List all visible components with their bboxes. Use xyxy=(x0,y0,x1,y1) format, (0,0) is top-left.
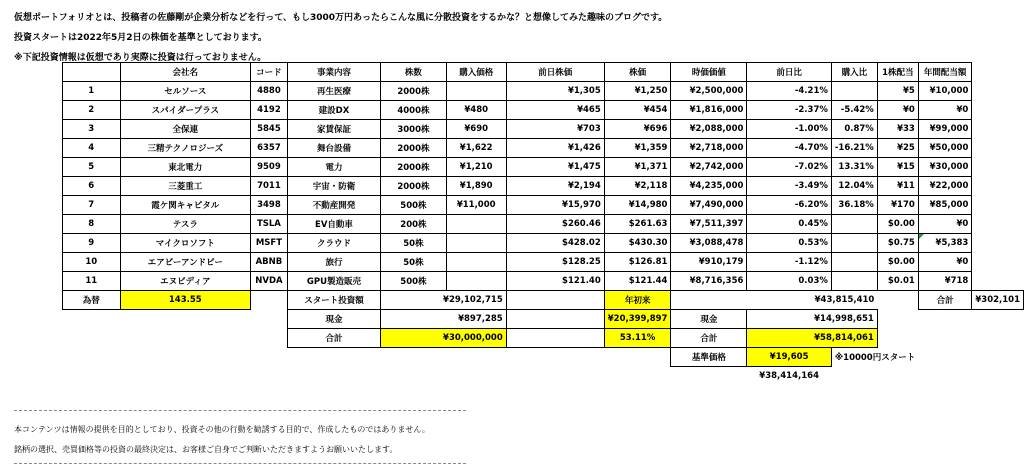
table-cell: 全保連 xyxy=(120,120,251,139)
column-header: 前日比 xyxy=(747,63,831,82)
table-cell: 三精テクノロジーズ xyxy=(120,139,251,158)
table-cell: 建設DX xyxy=(287,101,380,120)
table-cell: ¥1,426 xyxy=(506,139,604,158)
table-cell: $0.75 xyxy=(877,234,918,253)
blank-cell xyxy=(831,367,918,386)
table-cell: $121.40 xyxy=(506,272,604,291)
blank-cell xyxy=(972,329,1024,348)
table-cell: 0.53% xyxy=(747,234,831,253)
table-cell: エヌビディア xyxy=(120,272,251,291)
total-current-label: 合計 xyxy=(671,329,747,348)
table-cell: -3.49% xyxy=(747,177,831,196)
blank-cell xyxy=(604,348,671,367)
base-price-label: 基準価格 xyxy=(671,348,747,367)
table-cell: $0.00 xyxy=(877,215,918,234)
base-price-note: ※10000円スタート xyxy=(834,353,916,364)
table-cell xyxy=(446,272,506,291)
table-cell: MSFT xyxy=(251,234,288,253)
table-cell: 9 xyxy=(63,234,121,253)
table-cell: ¥50,000 xyxy=(918,139,972,158)
blank-cell xyxy=(506,329,604,348)
table-cell: ¥33 xyxy=(877,120,918,139)
ytd-value: ¥20,399,897 xyxy=(604,310,671,329)
table-cell: ¥3,088,478 xyxy=(671,234,747,253)
blank-cell xyxy=(604,367,671,386)
column-header: 前日株価 xyxy=(506,63,604,82)
blank-cell xyxy=(120,329,251,348)
table-cell: 4192 xyxy=(251,101,288,120)
disclaimer-line-1: 本コンテンツは情報の提供を目的としており、投資その他の行動を勧誘する目的で、作成したものではありません。 xyxy=(14,425,430,434)
table-cell: -7.02% xyxy=(747,158,831,177)
cash-label: 現金 xyxy=(287,310,380,329)
table-cell: 50株 xyxy=(381,234,446,253)
blank-cell xyxy=(120,310,251,329)
table-cell: TSLA xyxy=(251,215,288,234)
table-header-row xyxy=(63,63,1024,82)
table-cell: ¥15 xyxy=(877,158,918,177)
start-investment-label: スタート投資額 xyxy=(287,291,380,310)
bottom-total-value: ¥38,414,164 xyxy=(759,371,819,381)
table-cell: 5 xyxy=(63,158,121,177)
table-cell: -1.00% xyxy=(747,120,831,139)
table-cell: クラウド xyxy=(287,234,380,253)
blank-cell xyxy=(671,291,747,310)
table-cell: $121.44 xyxy=(604,272,671,291)
blank-cell xyxy=(63,367,121,386)
table-cell: 家賃保証 xyxy=(287,120,380,139)
blank-cell xyxy=(251,348,288,367)
table-cell: $261.63 xyxy=(604,215,671,234)
summary-row xyxy=(63,348,1024,367)
blank-cell xyxy=(251,310,288,329)
fx-value: 143.55 xyxy=(120,291,251,310)
table-row xyxy=(63,196,1024,215)
table-row xyxy=(63,215,1024,234)
table-cell: $126.81 xyxy=(604,253,671,272)
table-cell: ¥465 xyxy=(506,101,604,120)
fx-label: 為替 xyxy=(63,291,121,310)
table-cell xyxy=(446,82,506,101)
table-cell: 2000株 xyxy=(381,158,446,177)
blank-cell xyxy=(506,348,604,367)
table-row xyxy=(63,101,1024,120)
table-cell: 12.04% xyxy=(831,177,877,196)
column-header: 1株配当 xyxy=(877,63,918,82)
table-cell: ¥15,970 xyxy=(506,196,604,215)
intro-line-2: 投資スタートは2022年5月2日の株価を基準としております。 xyxy=(14,33,267,43)
table-cell: $430.30 xyxy=(604,234,671,253)
table-cell: NVDA xyxy=(251,272,288,291)
blank-cell xyxy=(63,348,121,367)
summary-row xyxy=(63,310,1024,329)
table-row xyxy=(63,234,1024,253)
table-cell: ABNB xyxy=(251,253,288,272)
table-cell: ¥480 xyxy=(446,101,506,120)
table-row xyxy=(63,82,1024,101)
table-cell: セルソース xyxy=(120,82,251,101)
table-cell: ¥1,371 xyxy=(604,158,671,177)
table-cell xyxy=(446,234,506,253)
table-cell: スパイダープラス xyxy=(120,101,251,120)
table-cell: ¥2,500,000 xyxy=(671,82,747,101)
blank-cell xyxy=(251,291,288,310)
table-cell: ¥7,511,397 xyxy=(671,215,747,234)
summary-row xyxy=(63,291,1024,310)
blank-cell xyxy=(918,310,972,329)
blank-cell xyxy=(877,329,918,348)
table-cell xyxy=(831,234,877,253)
table-cell: 4000株 xyxy=(381,101,446,120)
table-cell: ¥2,718,000 xyxy=(671,139,747,158)
table-row xyxy=(63,253,1024,272)
blank-cell xyxy=(63,310,121,329)
blank-cell xyxy=(972,367,1024,386)
table-row xyxy=(63,177,1024,196)
table-cell xyxy=(446,215,506,234)
table-cell: 9509 xyxy=(251,158,288,177)
blank-cell xyxy=(251,329,288,348)
summary-row xyxy=(63,329,1024,348)
table-row xyxy=(63,158,1024,177)
blank-cell xyxy=(287,348,380,367)
blank-cell xyxy=(251,367,288,386)
table-cell xyxy=(831,215,877,234)
dividend-total-value: ¥302,101 xyxy=(972,291,1024,310)
table-cell: 10 xyxy=(63,253,121,272)
blank-cell xyxy=(918,348,972,367)
table-cell: 3498 xyxy=(251,196,288,215)
table-cell: ¥1,305 xyxy=(506,82,604,101)
table-cell: 13.31% xyxy=(831,158,877,177)
table-cell: GPU製造販売 xyxy=(287,272,380,291)
table-cell: ¥910,179 xyxy=(671,253,747,272)
table-row xyxy=(63,272,1024,291)
column-header: 購入比 xyxy=(831,63,877,82)
blank-cell xyxy=(506,291,604,310)
table-cell: 宇宙・防衛 xyxy=(287,177,380,196)
table-cell: ¥2,118 xyxy=(604,177,671,196)
column-header: 株価 xyxy=(604,63,671,82)
blank-cell xyxy=(381,348,507,367)
table-cell: ¥0 xyxy=(918,253,972,272)
table-cell: ¥696 xyxy=(604,120,671,139)
table-cell: -1.12% xyxy=(747,253,831,272)
table-row xyxy=(63,120,1024,139)
table-cell: 不動産開発 xyxy=(287,196,380,215)
table-cell: -4.70% xyxy=(747,139,831,158)
table-cell: 200株 xyxy=(381,215,446,234)
table-cell: 7011 xyxy=(251,177,288,196)
table-cell: ¥2,742,000 xyxy=(671,158,747,177)
blank-cell xyxy=(63,329,121,348)
table-cell: ¥1,359 xyxy=(604,139,671,158)
table-cell: 2 xyxy=(63,101,121,120)
table-cell: 6357 xyxy=(251,139,288,158)
table-cell xyxy=(446,253,506,272)
blank-cell xyxy=(972,348,1024,367)
table-cell: ¥690 xyxy=(446,120,506,139)
blank-cell xyxy=(877,291,918,310)
table-cell: -4.21% xyxy=(747,82,831,101)
portfolio-table xyxy=(62,62,1024,385)
table-cell: ¥14,980 xyxy=(604,196,671,215)
table-cell: ¥2,088,000 xyxy=(671,120,747,139)
table-cell: 東北電力 xyxy=(120,158,251,177)
table-cell: $128.25 xyxy=(506,253,604,272)
table-cell: ¥99,000 xyxy=(918,120,972,139)
table-cell: エアビーアンドビー xyxy=(120,253,251,272)
blank-cell xyxy=(972,310,1024,329)
table-cell: $0.00 xyxy=(877,253,918,272)
table-cell: ¥5 xyxy=(877,82,918,101)
blank-cell xyxy=(877,310,918,329)
column-header: 会社名 xyxy=(120,63,251,82)
table-cell: 8 xyxy=(63,215,121,234)
table-cell: 2000株 xyxy=(381,82,446,101)
column-header: 株数 xyxy=(381,63,446,82)
table-cell: 50株 xyxy=(381,253,446,272)
table-cell: マイクロソフト xyxy=(120,234,251,253)
cash-current-value: ¥14,998,651 xyxy=(747,310,877,329)
table-cell: -6.20% xyxy=(747,196,831,215)
table-cell: ¥30,000 xyxy=(918,158,972,177)
blank-cell xyxy=(381,367,507,386)
table-cell: ¥1,250 xyxy=(604,82,671,101)
table-cell: ¥454 xyxy=(604,101,671,120)
column-header: 事業内容 xyxy=(287,63,380,82)
table-cell: 舞台設備 xyxy=(287,139,380,158)
table-cell: 1 xyxy=(63,82,121,101)
blank-cell xyxy=(671,367,747,386)
table-cell xyxy=(831,82,877,101)
blank-cell xyxy=(506,367,604,386)
intro-text xyxy=(14,8,667,68)
table-cell: -5.42% xyxy=(831,101,877,120)
table-cell: ¥1,816,000 xyxy=(671,101,747,120)
table-cell: ¥1,475 xyxy=(506,158,604,177)
market-value-total: ¥43,815,410 xyxy=(814,295,875,305)
intro-line-3: ※下記投資情報は仮想であり実際に投資は行っておりません。 xyxy=(14,53,267,63)
summary-row xyxy=(63,367,1024,386)
total-label: 合計 xyxy=(287,329,380,348)
blank-cell xyxy=(120,367,251,386)
table-cell: 4 xyxy=(63,139,121,158)
table-cell: 3000株 xyxy=(381,120,446,139)
footer-separator-top xyxy=(14,410,466,411)
table-cell: 再生医療 xyxy=(287,82,380,101)
table-cell: ¥22,000 xyxy=(918,177,972,196)
table-cell: ¥703 xyxy=(506,120,604,139)
intro-line-1: 仮想ポートフォリオとは、投稿者の佐藤剛が企業分析などを行って、もし3000万円あったらこんな風に分散投資をするかな？と想像してみた趣味のブログです。 xyxy=(14,13,668,23)
table-cell: $260.46 xyxy=(506,215,604,234)
table-cell: 6 xyxy=(63,177,121,196)
table-cell: 2000株 xyxy=(381,177,446,196)
table-cell: 0.03% xyxy=(747,272,831,291)
table-cell: ¥11,000 xyxy=(446,196,506,215)
table-cell: ¥85,000 xyxy=(918,196,972,215)
total-current-value: ¥58,814,061 xyxy=(747,329,877,348)
table-cell: ¥0 xyxy=(918,101,972,120)
table-cell: -2.37% xyxy=(747,101,831,120)
table-cell: -16.21% xyxy=(831,139,877,158)
column-header: コード xyxy=(251,63,288,82)
table-cell: 7 xyxy=(63,196,121,215)
table-cell: EV自動車 xyxy=(287,215,380,234)
table-cell: ¥25 xyxy=(877,139,918,158)
total-value: ¥30,000,000 xyxy=(381,329,507,348)
table-cell: 電力 xyxy=(287,158,380,177)
ytd-percent: 53.11% xyxy=(604,329,671,348)
table-cell: 36.18% xyxy=(831,196,877,215)
table-cell: 旅行 xyxy=(287,253,380,272)
table-cell: ¥10,000 xyxy=(918,82,972,101)
table-cell: ¥2,194 xyxy=(506,177,604,196)
table-cell: テスラ xyxy=(120,215,251,234)
table-cell: 500株 xyxy=(381,272,446,291)
blank-cell xyxy=(120,348,251,367)
table-cell: ¥4,235,000 xyxy=(671,177,747,196)
table-cell: 4880 xyxy=(251,82,288,101)
table-cell: ¥718 xyxy=(918,272,972,291)
table-row xyxy=(63,139,1024,158)
table-cell: ¥0 xyxy=(877,101,918,120)
table-cell: ¥0 xyxy=(918,215,972,234)
table-cell: 2000株 xyxy=(381,139,446,158)
blank-cell xyxy=(287,367,380,386)
table-cell: 0.87% xyxy=(831,120,877,139)
table-cell: ¥1,890 xyxy=(446,177,506,196)
column-header: 年間配当額 xyxy=(918,63,972,82)
column-header: 時価価値 xyxy=(671,63,747,82)
column-header xyxy=(63,63,121,82)
table-cell: 5845 xyxy=(251,120,288,139)
base-price-value: ¥19,605 xyxy=(747,348,831,367)
start-investment-value: ¥29,102,715 xyxy=(381,291,507,310)
ytd-label: 年初来 xyxy=(604,291,671,310)
table-cell: ¥170 xyxy=(877,196,918,215)
table-cell: ¥8,716,356 xyxy=(671,272,747,291)
table-cell xyxy=(831,272,877,291)
blank-cell xyxy=(506,310,604,329)
table-cell: ¥1,210 xyxy=(446,158,506,177)
column-header: 購入価格 xyxy=(446,63,506,82)
table-cell: 霞ケ関キャピタル xyxy=(120,196,251,215)
table-cell: ¥1,622 xyxy=(446,139,506,158)
table-cell: 3 xyxy=(63,120,121,139)
blank-cell xyxy=(918,329,972,348)
footer-separator-bottom xyxy=(14,463,466,464)
dividend-total-label: 合計 xyxy=(918,291,972,310)
table-cell: $428.02 xyxy=(506,234,604,253)
blank-cell xyxy=(918,367,972,386)
table-cell: 0.45% xyxy=(747,215,831,234)
table-cell: ¥7,490,000 xyxy=(671,196,747,215)
table-cell: ¥11 xyxy=(877,177,918,196)
table-cell: 500株 xyxy=(381,196,446,215)
table-cell xyxy=(831,253,877,272)
disclaimer-line-2: 銘柄の選択、売買価格等の投資の最終決定は、お客様ご自身でご判断いただきますようお願いいたします。 xyxy=(14,445,398,454)
table-cell: 11 xyxy=(63,272,121,291)
table-cell: 三菱重工 xyxy=(120,177,251,196)
table-cell: ¥5,383 xyxy=(918,234,972,253)
portfolio-table-body xyxy=(63,63,1024,386)
cash-value: ¥897,285 xyxy=(381,310,507,329)
cash-current-label: 現金 xyxy=(671,310,747,329)
table-cell: $0.01 xyxy=(877,272,918,291)
